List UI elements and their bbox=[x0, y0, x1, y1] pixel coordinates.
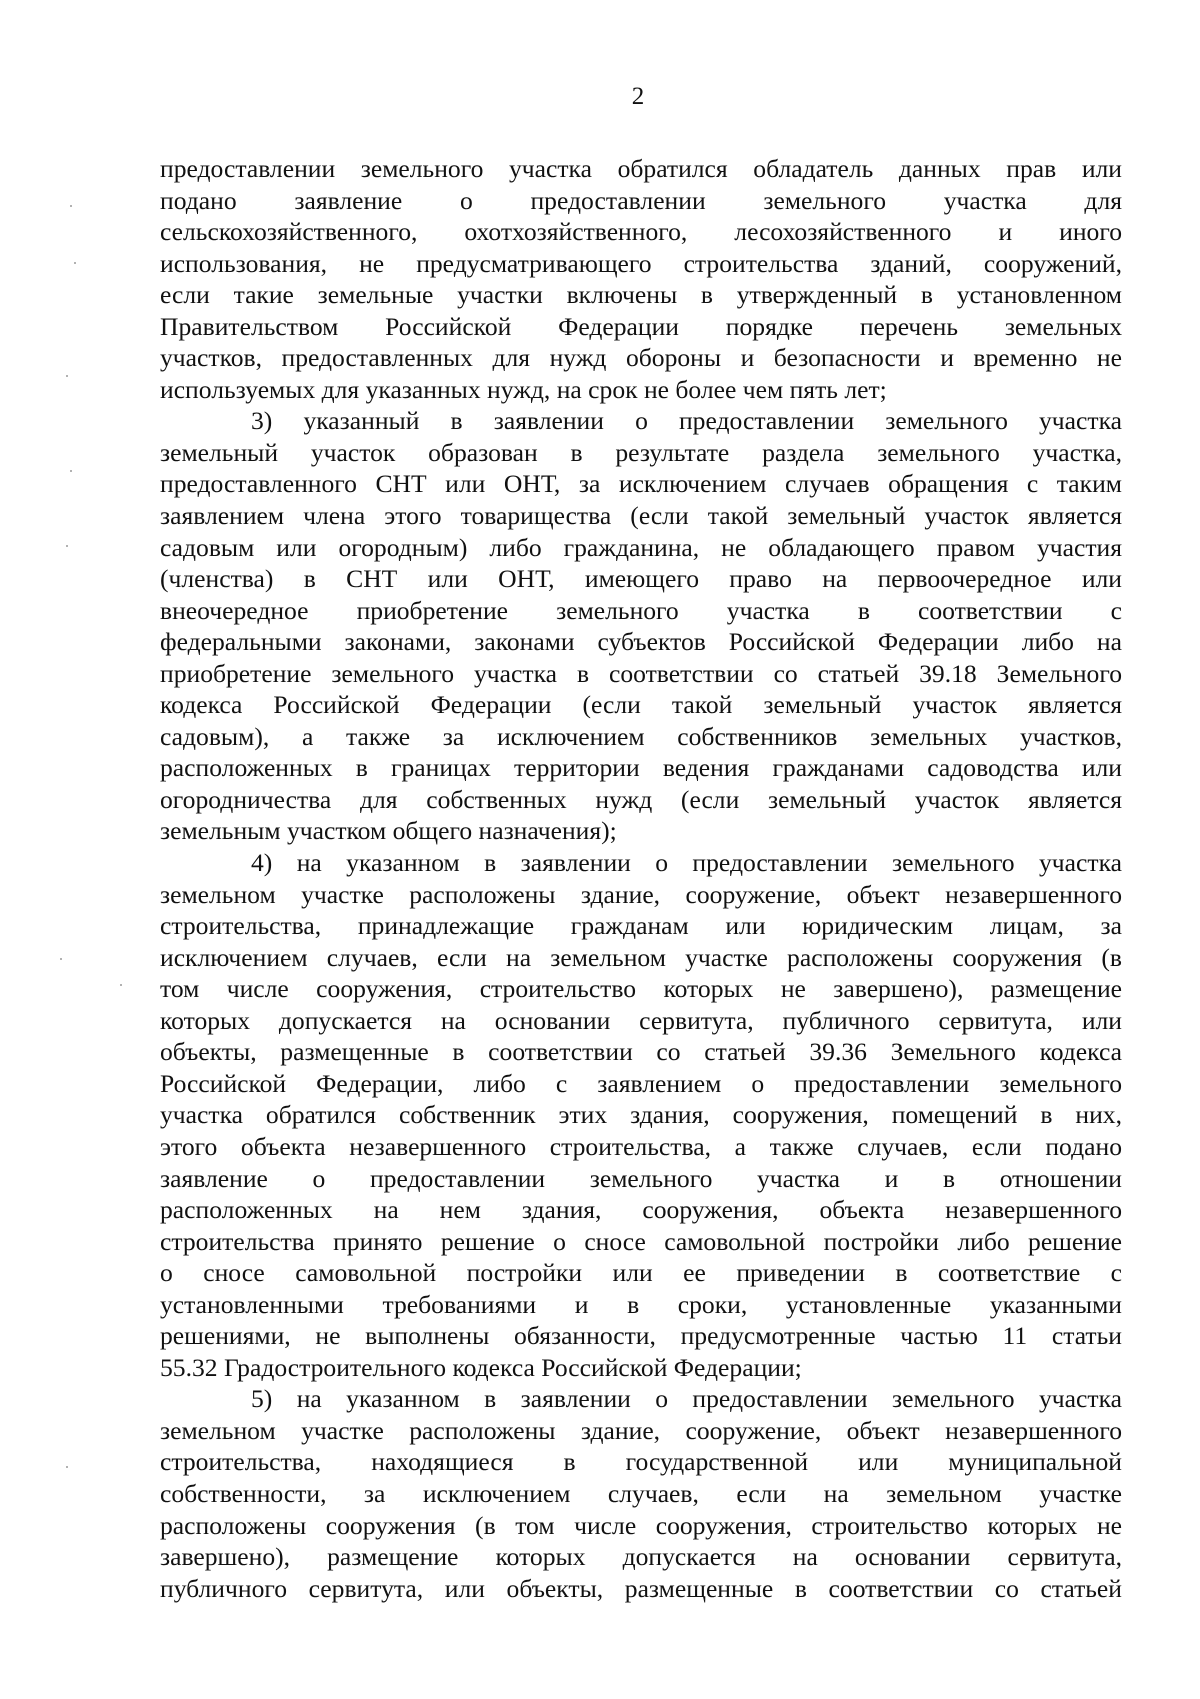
scan-speck bbox=[70, 470, 72, 472]
text-line: строительства принято решение о сносе самовольной постройки либо решение bbox=[160, 1226, 1122, 1256]
text-line: этого объекта незавершенного строительства, а также случаев, если подано bbox=[160, 1131, 1122, 1161]
text-line: объекты, размещенные в соответствии со статьей 39.36 Земельного кодекса bbox=[160, 1037, 1122, 1067]
text-line: садовым), а также за исключением собственников земельных участков, bbox=[160, 721, 1122, 751]
text-line: публичного сервитута, или объекты, размещенные в соответствии со статьей bbox=[160, 1573, 1122, 1603]
text-line: приобретение земельного участка в соответствии со статьей 39.18 Земельного bbox=[160, 658, 1122, 688]
scan-speck bbox=[60, 958, 62, 960]
text-line: используемых для указанных нужд, на срок не более чем пять лет; bbox=[160, 374, 887, 404]
text-line: сельскохозяйственного, охотхозяйственного, лесохозяйственного и иного bbox=[160, 217, 1122, 247]
text-line: строительства, принадлежащие гражданам или юридическим лицам, за bbox=[160, 911, 1122, 941]
text-line: Российской Федерации, либо с заявлением о предоставлении земельного bbox=[160, 1068, 1122, 1098]
page-number: 2 bbox=[631, 83, 645, 110]
text-line: земельным участком общего назначения); bbox=[160, 816, 617, 846]
text-line: федеральными законами, законами субъектов Российской Федерации либо на bbox=[160, 627, 1122, 657]
text-line: земельный участок образован в результате раздела земельного участка, bbox=[160, 437, 1122, 467]
text-line: садовым или огородным) либо гражданина, не обладающего правом участия bbox=[160, 532, 1122, 562]
text-line: о сносе самовольной постройки или ее приведении в соответствие с bbox=[160, 1258, 1122, 1288]
text-line: заявление о предоставлении земельного участка и в отношении bbox=[160, 1163, 1122, 1193]
text-line: (членства) в СНТ или ОНТ, имеющего право на первоочередное или bbox=[160, 564, 1122, 594]
text-line: если такие земельные участки включены в утвержденный в установленном bbox=[160, 280, 1122, 310]
scan-speck bbox=[66, 1466, 68, 1468]
text-line: 5) на указанном в заявлении о предоставлении земельного участка bbox=[251, 1384, 1122, 1414]
text-line: заявлением члена этого товарищества (если такой земельный участок является bbox=[160, 501, 1122, 531]
text-line: исключением случаев, если на земельном участке расположены сооружения (в bbox=[160, 942, 1122, 972]
text-line: участков, предоставленных для нужд обороны и безопасности и временно не bbox=[160, 343, 1122, 373]
scan-speck bbox=[70, 205, 72, 207]
text-line: строительства, находящиеся в государственной или муниципальной bbox=[160, 1447, 1122, 1477]
text-line: предоставлении земельного участка обратился обладатель данных прав или bbox=[160, 154, 1122, 183]
text-line: расположенных в границах территории ведения гражданами садоводства или bbox=[160, 753, 1122, 783]
text-line: 55.32 Градостроительного кодекса Российской Федерации; bbox=[160, 1352, 802, 1382]
document-body bbox=[160, 153, 1122, 1604]
text-line: расположенных на нем здания, сооружения, объекта незавершенного bbox=[160, 1195, 1122, 1225]
text-line: Правительством Российской Федерации порядке перечень земельных bbox=[160, 311, 1122, 341]
text-line: земельном участке расположены здание, сооружение, объект незавершенного bbox=[160, 879, 1122, 909]
text-line: земельном участке расположены здание, сооружение, объект незавершенного bbox=[160, 1415, 1122, 1445]
scan-speck bbox=[66, 545, 68, 547]
text-line: завершено), размещение которых допускается на основании сервитута, bbox=[160, 1542, 1122, 1572]
text-line: огородничества для собственных нужд (если земельный участок является bbox=[160, 784, 1122, 814]
scan-speck bbox=[74, 262, 76, 264]
text-line: предоставленного СНТ или ОНТ, за исключением случаев обращения с таким bbox=[160, 469, 1122, 499]
text-line: внеочередное приобретение земельного участка в соответствии с bbox=[160, 595, 1122, 625]
scan-speck bbox=[66, 375, 68, 377]
text-line: подано заявление о предоставлении земельного участка для bbox=[160, 185, 1122, 215]
text-line: участка обратился собственник этих здания, сооружения, помещений в них, bbox=[160, 1100, 1122, 1130]
text-line: расположены сооружения (в том числе сооружения, строительство которых не bbox=[160, 1510, 1122, 1540]
text-line: 4) на указанном в заявлении о предоставлении земельного участка bbox=[251, 848, 1122, 878]
scan-speck bbox=[120, 984, 122, 986]
text-line: использования, не предусматривающего строительства зданий, сооружений, bbox=[160, 248, 1122, 278]
text-line: 3) указанный в заявлении о предоставлении земельного участка bbox=[251, 406, 1122, 436]
text-line: собственности, за исключением случаев, если на земельном участке bbox=[160, 1478, 1122, 1508]
text-line: решениями, не выполнены обязанности, предусмотренные частью 11 статьи bbox=[160, 1321, 1122, 1351]
text-line: том числе сооружения, строительство которых не завершено), размещение bbox=[160, 974, 1122, 1004]
text-line: кодекса Российской Федерации (если такой земельный участок является bbox=[160, 690, 1122, 720]
text-line: установленными требованиями и в сроки, установленные указанными bbox=[160, 1289, 1122, 1319]
text-line: которых допускается на основании сервитута, публичного сервитута, или bbox=[160, 1005, 1122, 1035]
